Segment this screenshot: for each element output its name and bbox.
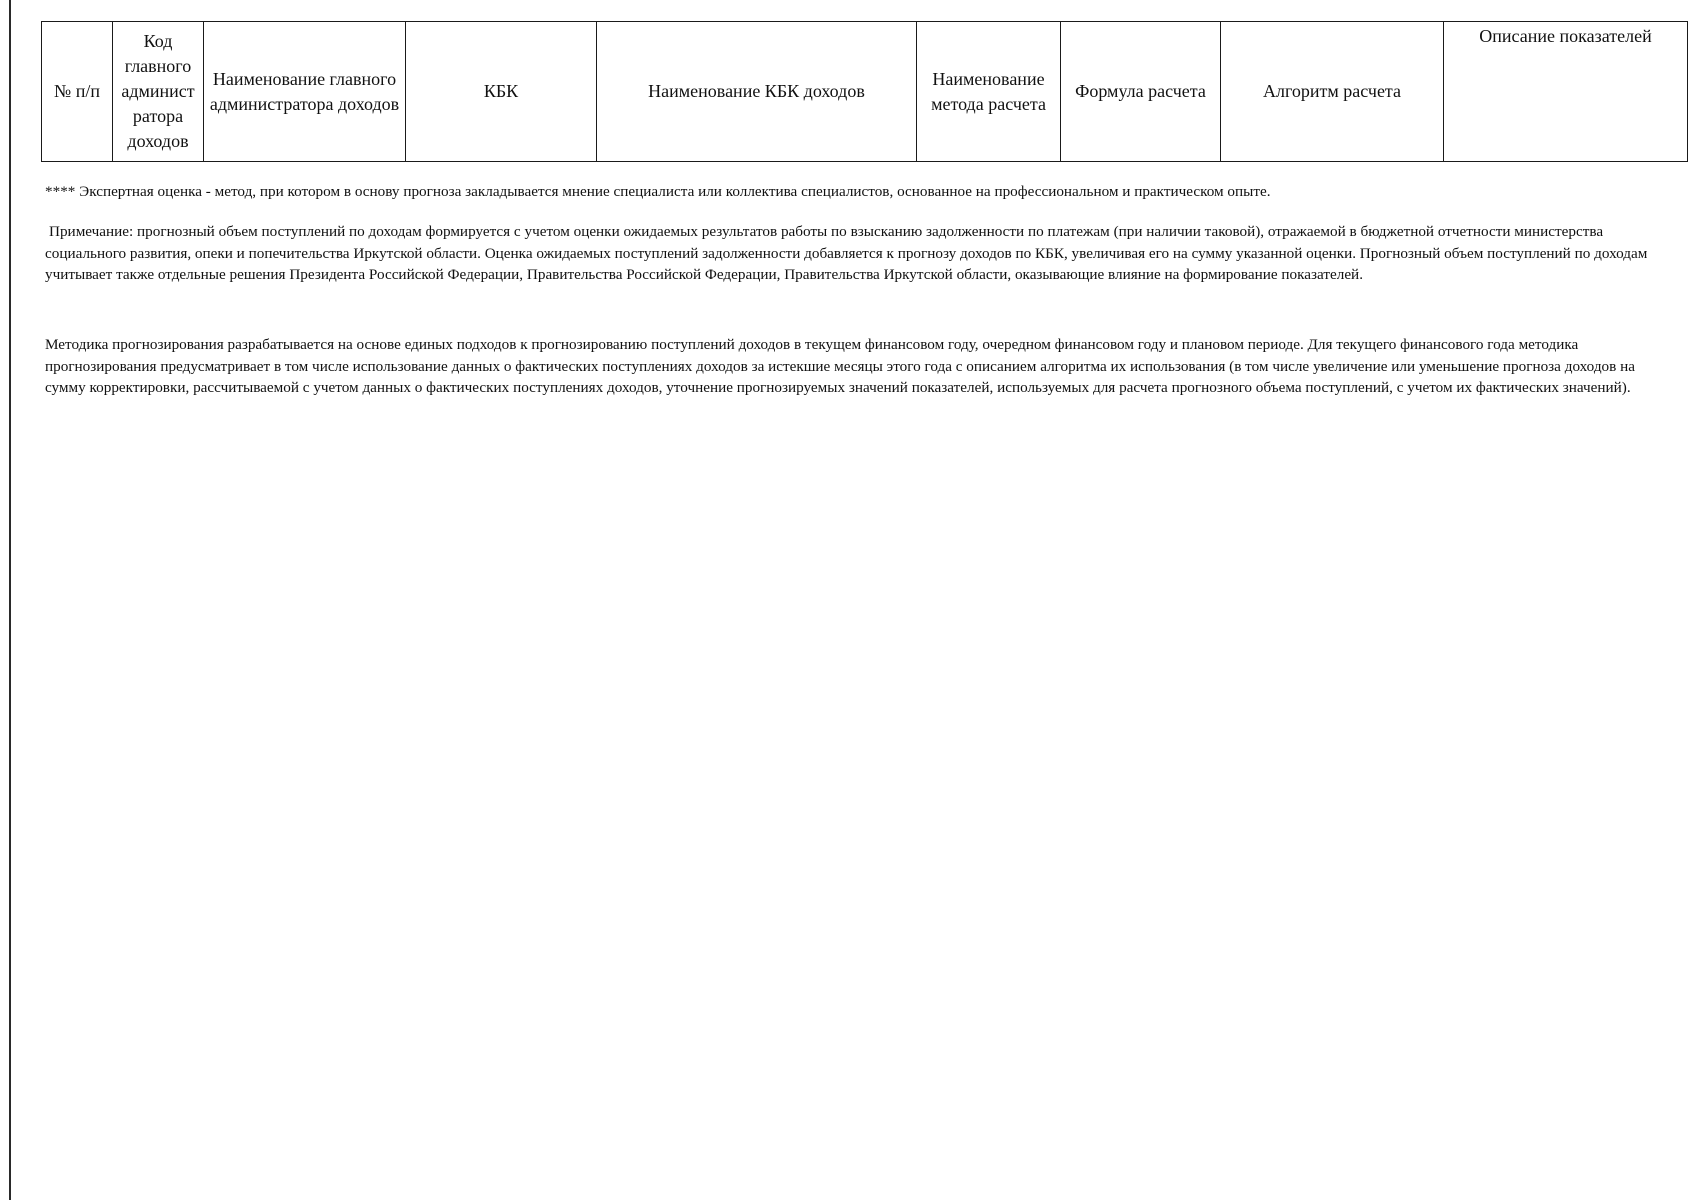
col-header-kbk: КБК bbox=[406, 22, 597, 162]
col-header-formula: Формула расчета bbox=[1061, 22, 1221, 162]
col-header-number: № п/п bbox=[42, 22, 113, 162]
col-header-indicators-description: Описание показателей bbox=[1444, 22, 1688, 162]
col-header-algorithm: Алгоритм расчета bbox=[1221, 22, 1444, 162]
table-header-row bbox=[42, 22, 1688, 162]
remark-paragraph: Примечание: прогнозный объем поступлений по доходам формируется с учетом оценки ожидаемых результатов работы по взысканию задолженности по платежам (при наличии таковой), отражаемой в бюджетной отчетности министерства социального развития, опеки и попечительства Иркутской области. Оценка ожидаемых поступлений задолженности добавляется к прогнозу доходов по КБК, увеличивая его на сумму указанной оценки. Прогнозный объем поступлений по доходам учитывает также отдельные решения Президента Российской Федерации, Правительства Российской Федерации, Правительства Иркутской области, оказывающие влияние на формирование показателей. bbox=[45, 223, 1648, 284]
expert-assessment-footnote: **** Экспертная оценка - метод, при котором в основу прогноза закладывается мнение специалиста или коллектива специалистов, основанное на профессиональном и практическом опыте. bbox=[45, 183, 1271, 200]
col-header-admin-name: Наименование главного администратора доходов bbox=[204, 22, 406, 162]
col-header-kbk-name: Наименование КБК доходов bbox=[597, 22, 917, 162]
methodology-paragraph: Методика прогнозирования разрабатывается на основе единых подходов к прогнозированию поступлений доходов в текущем финансовом году, очередном финансовом году и плановом периоде. Для текущего финансового года методика прогнозирования предусматривает в том числе использование данных о фактических поступлениях доходов за истекшие месяцы этого года с описанием алгоритма их использования (в том числе увеличение или уменьшение прогноза доходов на сумму корректировки, рассчитываемой с учетом данных о фактических поступлениях доходов, уточнение прогнозируемых значений показателей, используемых для расчета прогнозного объема поступлений, с учетом их фактических значений). bbox=[45, 336, 1635, 397]
page-left-edge-line bbox=[9, 0, 11, 1200]
col-header-method-name: Наименование метода расчета bbox=[917, 22, 1061, 162]
methods-header-table bbox=[41, 21, 1688, 162]
col-header-admin-code: Код главного админист ратора доходов bbox=[113, 22, 204, 162]
